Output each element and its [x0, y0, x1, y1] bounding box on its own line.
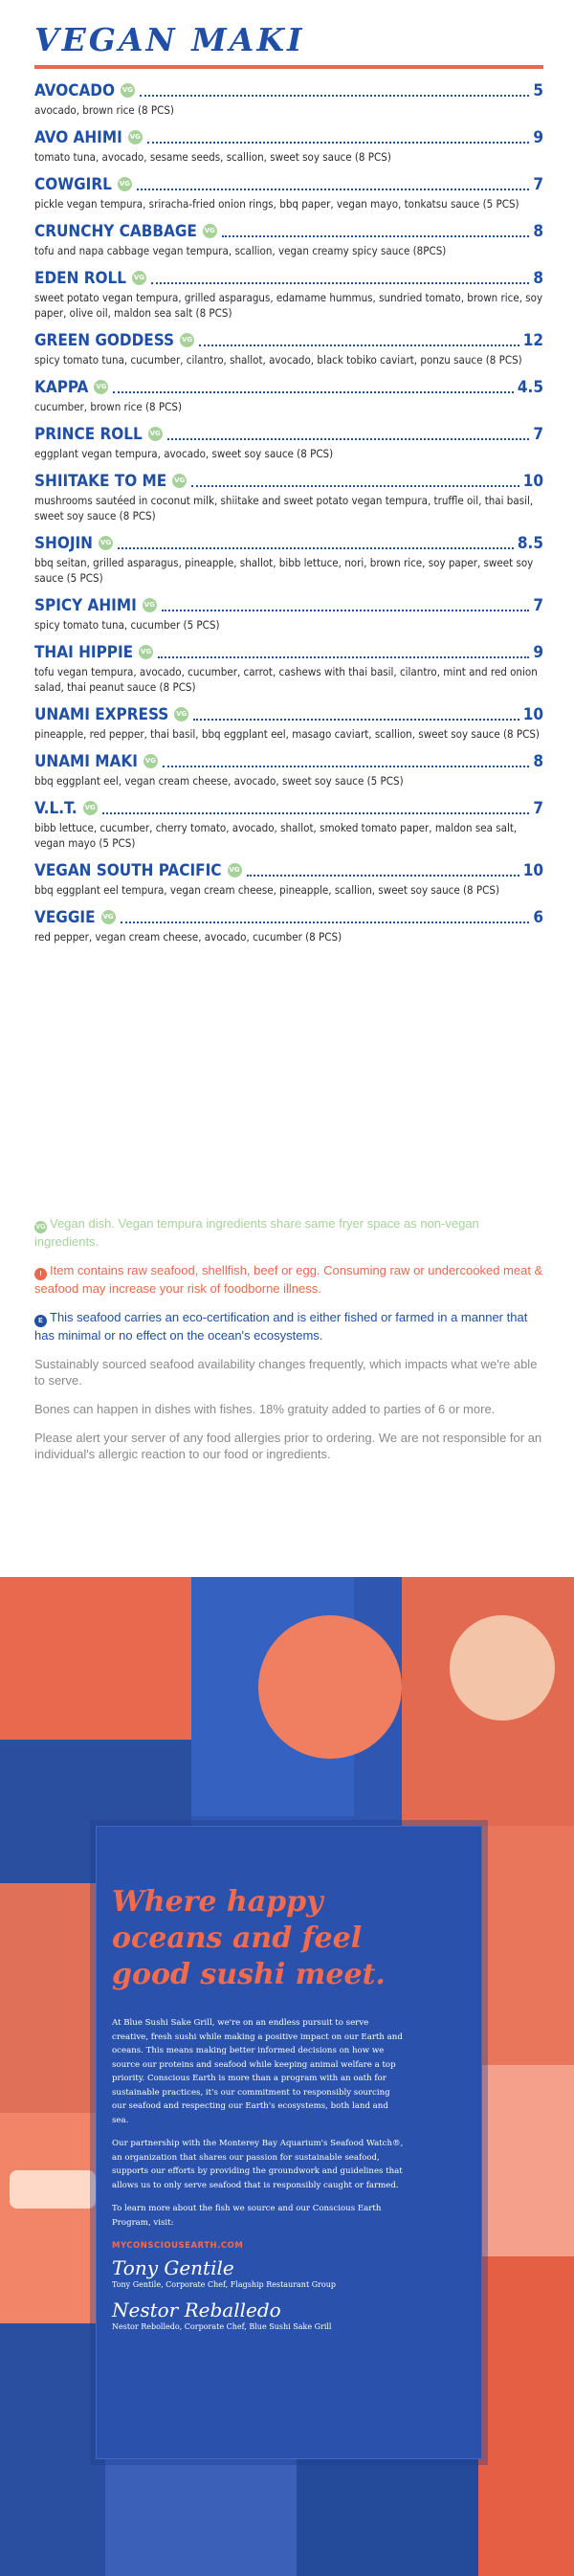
menu-item-line: [34, 125, 543, 148]
vegan-icon: VG: [180, 333, 194, 347]
menu-item-description: mushrooms sautéed in coconut milk, shiitake and sweet potato vegan tempura, truffle oil, thai basil, sweet soy sauce (8 PCS): [34, 494, 534, 522]
menu-item: [34, 858, 543, 898]
menu-item-price: 9: [533, 128, 543, 147]
menu-item-description: eggplant vegan tempura, avocado, sweet soy sauce (8 PCS): [34, 447, 334, 460]
dotted-leader: [121, 921, 530, 923]
menu-item-line: [34, 702, 543, 725]
promo-body: [112, 2016, 404, 2343]
vegan-icon: VG: [94, 380, 108, 394]
sustainability-note: Sustainably sourced seafood availability changes frequently, which impacts what we're able to serve.: [34, 1357, 538, 1388]
menu-item-name: AVO AHIMI: [34, 128, 122, 147]
dotted-leader: [193, 718, 519, 721]
menu-item-price: 7: [533, 175, 543, 194]
photo-tile-fish: [478, 1826, 574, 2065]
vegan-icon: VG: [34, 1221, 47, 1233]
dotted-leader: [247, 874, 519, 877]
menu-item-price: 8: [533, 269, 543, 288]
menu-item-price: 7: [533, 799, 543, 818]
menu-item-name: GREEN GODDESS: [34, 331, 175, 350]
menu-item: [34, 172, 543, 211]
vegan-icon: VG: [101, 910, 116, 924]
menu-item-price: 8.5: [517, 534, 543, 553]
vegan-icon: VG: [99, 536, 113, 550]
menu-item-line: [34, 531, 543, 554]
photo-tile-pattern: [0, 2323, 105, 2576]
dotted-leader: [191, 484, 519, 487]
menu-item-name: CRUNCHY CABBAGE: [34, 222, 197, 241]
menu-item-price: 5: [533, 81, 543, 100]
signature-nestor-title: Nestor Rebolledo, Corporate Chef, Blue Sushi Sake Grill: [112, 2322, 332, 2331]
dotted-leader: [147, 141, 530, 144]
vegan-icon: VG: [139, 645, 153, 659]
dotted-leader: [222, 234, 530, 237]
promo-headline: Where happy oceans and feel good sushi meet.: [112, 1885, 386, 1991]
vegan-icon: VG: [83, 801, 98, 815]
photo-tile-garnish: [450, 1615, 555, 1721]
vegan-maki-menu: [34, 0, 543, 952]
menu-item-description: tofu vegan tempura, avocado, cucumber, carrot, cashews with thai basil, cilantro, mint and red onion salad, thai peanut sauce (8 PCS): [34, 665, 538, 694]
menu-items-list: [34, 78, 543, 944]
menu-item: [34, 125, 543, 165]
menu-item-description: bbq seitan, grilled asparagus, pineapple, shallot, bibb lettuce, nori, brown rice, soy paper, sweet soy sauce (5 PCS): [34, 556, 534, 585]
menu-item-name: KAPPA: [34, 378, 89, 397]
dotted-leader: [199, 344, 519, 346]
menu-item-description: sweet potato vegan tempura, grilled asparagus, edamame hummus, sundried tomato, brown rice, soy paper, olive oil, maldon sea salt (8 PCS): [34, 291, 543, 320]
menu-item: [34, 328, 543, 367]
menu-item-line: [34, 858, 543, 881]
menu-item-description: bibb lettuce, cucumber, cherry tomato, avocado, shallot, smoked tomato paper, maldon sea salt, vegan mayo (5 PCS): [34, 821, 518, 850]
photo-tile-drink: [478, 2065, 574, 2256]
signature-tony-title: Tony Gentile, Corporate Chef, Flagship Restaurant Group: [112, 2279, 337, 2289]
allergy-note: Please alert your server of any food allergies prior to ordering. We are not responsible for an individual's allergic reaction to our food or ingredients.: [34, 1431, 542, 1461]
photo-tile-sushi: [0, 2113, 105, 2323]
photo-tile-dots: [478, 2256, 574, 2576]
menu-item-price: 10: [522, 861, 543, 880]
dotted-leader: [102, 811, 530, 814]
menu-item-line: [34, 219, 543, 242]
menu-item-description: cucumber, brown rice (8 PCS): [34, 400, 182, 413]
dotted-leader: [151, 281, 529, 284]
vegan-icon: VG: [203, 224, 217, 238]
menu-item-name: SHOJIN: [34, 534, 93, 553]
menu-item-name: THAI HIPPIE: [34, 643, 134, 662]
dotted-leader: [137, 188, 529, 190]
menu-item: [34, 749, 543, 788]
menu-item-line: [34, 905, 543, 928]
photo-tile-bottom-left: [105, 2457, 297, 2576]
menu-item: [34, 219, 543, 258]
raw-seafood-note: ! Item contains raw seafood, shellfish, beef or egg. Consuming raw or undercooked meat & seafood may increase your risk of foodborne illness.: [34, 1263, 543, 1296]
menu-notes: [34, 1215, 543, 1475]
menu-item-line: [34, 796, 543, 819]
menu-item-name: COWGIRL: [34, 175, 112, 194]
menu-item-name: EDEN ROLL: [34, 269, 126, 288]
photo-tile-plants: [0, 1883, 105, 2113]
vegan-icon: VG: [228, 863, 242, 877]
menu-item-description: pickle vegan tempura, sriracha-fried onion rings, bbq paper, vegan mayo, tonkatsu sauce (5 PCS): [34, 197, 519, 211]
vegan-icon: VG: [121, 83, 135, 98]
menu-item-description: bbq eggplant eel, vegan cream cheese, avocado, sweet soy sauce (5 PCS): [34, 774, 404, 788]
dotted-leader: [140, 94, 529, 97]
menu-item-description: red pepper, vegan cream cheese, avocado, cucumber (8 PCS): [34, 930, 342, 944]
title-divider: [34, 65, 543, 69]
menu-item: [34, 531, 543, 586]
dotted-leader: [163, 765, 529, 767]
menu-item-description: bbq eggplant eel tempura, vegan cream cheese, pineapple, scallion, sweet soy sauce (8 PCS): [34, 883, 499, 897]
promo-paragraph-1: At Blue Sushi Sake Grill, we're on an endless pursuit to serve creative, fresh sushi while making a positive impact on our Earth and oceans. This means making better informed decisions on how we source our proteins and seafood while keeping animal welfare a top priority. Conscious Earth is more than a program with an oath for sustainable practices, it's our commitment to responsibly sourcing our seafood and respecting our Earth's ecosystems, both land and sea.: [112, 2018, 403, 2125]
vegan-icon: VG: [144, 754, 158, 768]
menu-item-name: V.L.T.: [34, 799, 77, 818]
photo-tile-fish-bowl: [0, 1577, 191, 1740]
menu-item-name: UNAMI EXPRESS: [34, 705, 169, 724]
menu-item-price: 10: [522, 472, 543, 491]
vegan-icon: VG: [118, 177, 132, 191]
menu-item-name: PRINCE ROLL: [34, 425, 143, 444]
vegan-icon: VG: [132, 271, 146, 285]
menu-item-name: SPICY AHIMI: [34, 596, 137, 615]
promo-paragraph-3: To learn more about the fish we source and our Conscious Earth Program, visit:: [112, 2204, 382, 2228]
menu-item: [34, 796, 543, 851]
dotted-leader: [118, 546, 514, 549]
menu-item-description: spicy tomato tuna, cucumber, cilantro, shallot, avocado, black tobiko caviart, ponzu sauce (8 PCS): [34, 353, 522, 366]
menu-item-line: [34, 375, 543, 398]
dotted-leader: [167, 437, 530, 440]
menu-item-description: tofu and napa cabbage vegan tempura, scallion, vegan creamy spicy sauce (8PCS): [34, 244, 447, 257]
eco-certification-icon: E: [34, 1315, 47, 1327]
photo-tile-bottom-right: [297, 2457, 478, 2576]
menu-item-price: 9: [533, 643, 543, 662]
menu-item-name: UNAMI MAKI: [34, 752, 138, 771]
menu-item: [34, 702, 543, 742]
warning-icon: !: [34, 1268, 47, 1280]
vegan-icon: VG: [128, 130, 143, 144]
signature-nestor: Nestor Reballedo: [112, 2298, 281, 2321]
menu-item-price: 8: [533, 752, 543, 771]
conscious-earth-panel: [96, 1826, 482, 2459]
menu-item-line: [34, 172, 543, 195]
promo-paragraph-2: Our partnership with the Monterey Bay Aquarium's Seafood Watch®, an organization that shares our passion for sustainable seafood, supports our efforts by providing the groundwork and guidelines that allows us to only serve seafood that is responsibly caught or farmed.: [112, 2139, 404, 2190]
menu-item-name: SHIITAKE TO ME: [34, 472, 167, 491]
dotted-leader: [158, 655, 529, 658]
vegan-icon: VG: [143, 598, 157, 612]
menu-item-price: 7: [533, 596, 543, 615]
photo-tile-dish: [258, 1615, 402, 1759]
menu-item-price: 8: [533, 222, 543, 241]
menu-item-price: 4.5: [517, 378, 543, 397]
dotted-leader: [113, 390, 514, 393]
menu-title: VEGAN MAKI: [34, 21, 305, 58]
menu-item-name: VEGGIE: [34, 908, 96, 927]
eco-certified-note: E This seafood carries an eco-certification and is either fished or farmed in a manner that has minimal or no effect on the ocean's ecosystems.: [34, 1310, 528, 1343]
menu-item-line: [34, 593, 543, 616]
menu-item-description: avocado, brown rice (8 PCS): [34, 103, 174, 117]
menu-item-description: spicy tomato tuna, cucumber (5 PCS): [34, 618, 220, 632]
conscious-earth-collage: [0, 1577, 574, 2576]
photo-tile-sushi-roll: [10, 2170, 96, 2209]
vegan-icon: VG: [172, 474, 187, 488]
menu-item-price: 6: [533, 908, 543, 927]
menu-item-line: [34, 78, 543, 101]
menu-item-price: 12: [522, 331, 543, 350]
menu-item-price: 7: [533, 425, 543, 444]
menu-item-description: pineapple, red pepper, thai basil, bbq eggplant eel, masago caviart, scallion, sweet soy sauce (8 PCS): [34, 727, 540, 741]
menu-item: [34, 375, 543, 414]
menu-item-line: [34, 266, 543, 289]
menu-item: [34, 422, 543, 461]
menu-item-price: 10: [522, 705, 543, 724]
signature-tony: Tony Gentile: [112, 2255, 234, 2279]
gratuity-note: Bones can happen in dishes with fishes. 18% gratuity added to parties of 6 or more.: [34, 1402, 496, 1416]
menu-item-line: [34, 749, 543, 772]
vegan-note: VG Vegan dish. Vegan tempura ingredients share same fryer space as non-vegan ingredients.: [34, 1216, 479, 1249]
menu-item-name: AVOCADO: [34, 81, 115, 100]
conscious-earth-link[interactable]: MYCONSCIOUSEARTH.COM: [112, 2241, 244, 2251]
menu-item-line: [34, 640, 543, 663]
menu-item-line: [34, 328, 543, 351]
menu-item-line: [34, 469, 543, 492]
menu-item: [34, 640, 543, 695]
menu-item: [34, 78, 543, 118]
vegan-icon: VG: [148, 427, 163, 441]
vegan-icon: VG: [174, 707, 188, 722]
menu-item: [34, 905, 543, 944]
menu-item-line: [34, 422, 543, 445]
dotted-leader: [162, 609, 530, 611]
menu-item: [34, 593, 543, 633]
menu-item-name: VEGAN SOUTH PACIFIC: [34, 861, 222, 880]
menu-item: [34, 469, 543, 523]
menu-item-description: tomato tuna, avocado, sesame seeds, scallion, sweet soy sauce (8 PCS): [34, 150, 391, 164]
menu-item: [34, 266, 543, 321]
